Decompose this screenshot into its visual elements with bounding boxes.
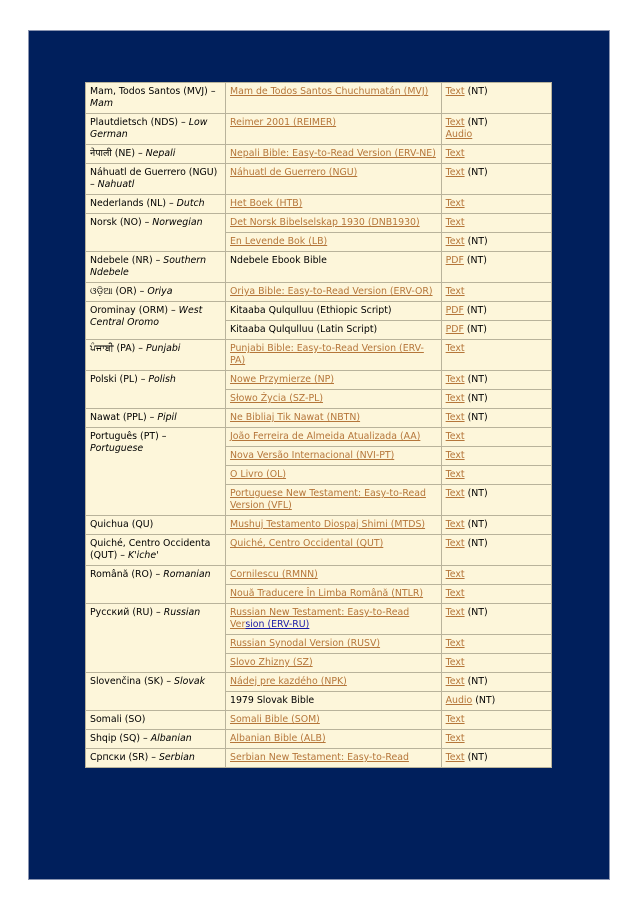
version-name: Kitaaba Qulqulluu (Ethiopic Script) bbox=[230, 305, 392, 316]
format-cell bbox=[442, 283, 551, 301]
format-cell bbox=[442, 749, 551, 767]
version-cell bbox=[226, 145, 441, 163]
language-cell bbox=[86, 83, 225, 113]
table-row bbox=[86, 145, 551, 163]
language-english-name: K'iche' bbox=[127, 550, 159, 561]
language-name: Nawat (PPL) – bbox=[90, 412, 158, 423]
language-english-name: Slovak bbox=[174, 676, 206, 687]
language-name: Norsk (NO) – bbox=[90, 217, 153, 228]
format-link[interactable]: Text bbox=[445, 167, 465, 178]
version-cell bbox=[226, 340, 441, 370]
version-cell bbox=[226, 233, 441, 251]
version-cell bbox=[226, 566, 441, 584]
language-cell bbox=[86, 283, 225, 301]
version-link[interactable]: Ne Bibliaj Tik Nawat (NBTN) bbox=[230, 412, 361, 423]
version-cell bbox=[226, 164, 441, 194]
version-cell bbox=[226, 466, 441, 484]
version-link[interactable]: En Levende Bok (LB) bbox=[230, 236, 328, 247]
testament-note: (NT) bbox=[464, 538, 488, 549]
language-name: Quichua (QU) bbox=[90, 519, 154, 530]
format-link[interactable]: Text bbox=[445, 198, 465, 209]
version-link[interactable]: Nowe Przymierze (NP) bbox=[230, 374, 334, 385]
format-cell bbox=[442, 654, 551, 672]
language-english-name: Romanian bbox=[163, 569, 211, 580]
version-link[interactable]: Slovo Zhizny (SZ) bbox=[230, 657, 313, 668]
language-english-name: Oriya bbox=[147, 286, 173, 297]
version-link[interactable]: Serbian New Testament: Easy-to-Read bbox=[230, 752, 409, 763]
format-link[interactable]: Text bbox=[445, 217, 465, 228]
format-cell bbox=[442, 673, 551, 691]
table-row bbox=[86, 673, 551, 691]
format-link[interactable]: PDF bbox=[445, 324, 464, 335]
table-row bbox=[86, 749, 551, 767]
format-cell bbox=[442, 566, 551, 584]
format-cell bbox=[442, 409, 551, 427]
testament-note: (NT) bbox=[464, 519, 488, 530]
language-english-name: Serbian bbox=[158, 752, 195, 763]
version-cell bbox=[226, 83, 441, 113]
language-cell bbox=[86, 371, 225, 408]
version-cell bbox=[226, 114, 441, 144]
format-cell bbox=[442, 145, 551, 163]
language-name: Mam, Todos Santos (MVJ) – bbox=[90, 86, 216, 97]
table-row bbox=[86, 114, 551, 144]
language-english-name: Mam bbox=[90, 98, 113, 109]
testament-note: (NT) bbox=[464, 236, 488, 247]
language-english-name: Low German bbox=[90, 117, 208, 140]
table-row bbox=[86, 283, 551, 301]
version-cell bbox=[226, 302, 441, 320]
format-cell bbox=[442, 585, 551, 603]
language-name: Shqip (SQ) – bbox=[90, 733, 151, 744]
version-link[interactable]: Nova Versão Internacional (NVI-PT) bbox=[230, 450, 395, 461]
language-name: Slovenčina (SK) – bbox=[90, 676, 175, 687]
version-link[interactable]: Portuguese New Testament: Easy-to-Read Version (VFL) bbox=[230, 488, 426, 511]
format-cell bbox=[442, 195, 551, 213]
format-cell bbox=[442, 730, 551, 748]
table-row bbox=[86, 566, 551, 584]
version-cell bbox=[226, 321, 441, 339]
version-link[interactable]: Nouă Traducere În Limba Română (NTLR) bbox=[230, 588, 424, 599]
format-cell bbox=[442, 466, 551, 484]
language-name: Српски (SR) – bbox=[90, 752, 159, 763]
language-name: Ndebele (NR) – bbox=[90, 255, 164, 266]
format-link[interactable]: Text bbox=[445, 236, 465, 247]
version-cell bbox=[226, 730, 441, 748]
language-english-name: Dutch bbox=[176, 198, 205, 209]
format-cell bbox=[442, 164, 551, 194]
language-cell bbox=[86, 749, 225, 767]
table-body bbox=[86, 83, 551, 767]
version-link[interactable]: João Ferreira de Almeida Atualizada (AA) bbox=[230, 431, 421, 442]
format-cell bbox=[442, 428, 551, 446]
language-english-name: Portuguese bbox=[90, 443, 144, 454]
version-link[interactable]: Nepali Bible: Easy-to-Read Version (ERV-NE) bbox=[230, 148, 436, 159]
language-english-name: Polish bbox=[148, 374, 176, 385]
format-link[interactable]: Text bbox=[445, 714, 465, 725]
version-link[interactable]: Cornilescu (RMNN) bbox=[230, 569, 318, 580]
language-cell bbox=[86, 340, 225, 370]
language-cell bbox=[86, 252, 225, 282]
version-link[interactable]: Mushuj Testamento Diospaj Shimi (MTDS) bbox=[230, 519, 426, 530]
version-link[interactable]: Russian New Testament: Easy-to-Read Ver bbox=[230, 607, 410, 630]
version-link[interactable]: Słowo Życia (SZ-PL) bbox=[230, 393, 323, 404]
language-name: Orominay (ORM) – bbox=[90, 305, 179, 316]
version-cell bbox=[226, 516, 441, 534]
format-cell bbox=[442, 604, 551, 634]
format-link[interactable]: Text bbox=[445, 343, 465, 354]
format-cell bbox=[442, 711, 551, 729]
format-cell bbox=[442, 214, 551, 232]
format-link[interactable]: Audio bbox=[445, 695, 473, 706]
language-cell bbox=[86, 302, 225, 339]
version-link[interactable]: Náhuatl de Guerrero (NGU) bbox=[230, 167, 358, 178]
table-row bbox=[86, 302, 551, 320]
testament-note: (NT) bbox=[464, 393, 488, 404]
format-link[interactable]: Text bbox=[445, 538, 465, 549]
format-link[interactable]: Text bbox=[445, 148, 465, 159]
version-cell bbox=[226, 604, 441, 634]
version-link[interactable]: Albanian Bible (ALB) bbox=[230, 733, 326, 744]
format-link[interactable]: Text bbox=[445, 733, 465, 744]
language-name: Náhuatl de Guerrero (NGU) – bbox=[90, 167, 218, 190]
testament-note: (NT) bbox=[464, 374, 488, 385]
version-cell bbox=[226, 635, 441, 653]
version-link[interactable]: Oriya Bible: Easy-to-Read Version (ERV-OR) bbox=[230, 286, 433, 297]
language-cell bbox=[86, 711, 225, 729]
format-cell bbox=[442, 83, 551, 113]
language-name: Quiché, Centro Occidenta (QUT) – bbox=[90, 538, 211, 561]
version-cell bbox=[226, 585, 441, 603]
version-link[interactable]: O Livro (OL) bbox=[230, 469, 287, 480]
format-link[interactable]: Text bbox=[445, 431, 465, 442]
version-link[interactable]: Russian Synodal Version (RUSV) bbox=[230, 638, 381, 649]
table-row bbox=[86, 252, 551, 282]
table-row bbox=[86, 214, 551, 232]
language-cell bbox=[86, 145, 225, 163]
testament-note: (NT) bbox=[464, 676, 488, 687]
format-link[interactable]: Text bbox=[445, 588, 465, 599]
format-link[interactable]: PDF bbox=[445, 255, 464, 266]
language-english-name: Punjabi bbox=[145, 343, 181, 354]
format-link[interactable]: Text bbox=[445, 469, 465, 480]
format-cell bbox=[442, 340, 551, 370]
format-link[interactable]: Text bbox=[445, 286, 465, 297]
table-row bbox=[86, 604, 551, 634]
language-name: Polski (PL) – bbox=[90, 374, 149, 385]
format-link[interactable]: Text bbox=[445, 374, 465, 385]
format-cell bbox=[442, 447, 551, 465]
language-cell bbox=[86, 214, 225, 251]
table-row bbox=[86, 340, 551, 370]
version-cell bbox=[226, 428, 441, 446]
language-name: Português (PT) – bbox=[90, 431, 167, 442]
language-name: नेपाली (NE) – bbox=[90, 148, 146, 159]
language-name: Plautdietsch (NDS) – bbox=[90, 117, 189, 128]
language-english-name: West Central Oromo bbox=[90, 305, 203, 328]
table-row bbox=[86, 730, 551, 748]
version-cell bbox=[226, 195, 441, 213]
language-name: ਪੰਜਾਬੀ (PA) – bbox=[90, 343, 146, 354]
version-cell bbox=[226, 371, 441, 389]
testament-note: (NT) bbox=[464, 488, 488, 499]
language-english-name: Albanian bbox=[150, 733, 192, 744]
table-row bbox=[86, 535, 551, 565]
format-link[interactable]: Text bbox=[445, 607, 465, 618]
language-name: ଓଡ଼ିଆ (OR) – bbox=[90, 286, 148, 297]
version-cell bbox=[226, 390, 441, 408]
testament-note: (NT) bbox=[463, 255, 487, 266]
language-cell bbox=[86, 673, 225, 710]
table-row bbox=[86, 516, 551, 534]
version-link[interactable]: Reimer 2001 (REIMER) bbox=[230, 117, 337, 128]
version-link[interactable]: Het Boek (HTB) bbox=[230, 198, 303, 209]
version-name: 1979 Slovak Bible bbox=[230, 695, 315, 706]
table-row bbox=[86, 164, 551, 194]
testament-note: (NT) bbox=[464, 167, 488, 178]
format-link[interactable]: Text bbox=[445, 638, 465, 649]
format-link[interactable]: Audio bbox=[445, 129, 473, 140]
version-cell bbox=[226, 214, 441, 232]
language-name: Русский (RU) – bbox=[90, 607, 164, 618]
language-english-name: Southern Ndebele bbox=[90, 255, 207, 278]
format-link[interactable]: Text bbox=[445, 752, 465, 763]
version-link[interactable]: Nádej pre kazdého (NPK) bbox=[230, 676, 347, 687]
format-link[interactable]: Text bbox=[445, 519, 465, 530]
table-row bbox=[86, 371, 551, 389]
format-link[interactable]: Text bbox=[445, 657, 465, 668]
format-cell bbox=[442, 485, 551, 515]
language-cell bbox=[86, 730, 225, 748]
version-cell bbox=[226, 673, 441, 691]
version-cell bbox=[226, 535, 441, 565]
version-link[interactable]: Punjabi Bible: Easy-to-Read Version (ERV-PA) bbox=[230, 343, 424, 366]
language-cell bbox=[86, 428, 225, 515]
format-cell bbox=[442, 390, 551, 408]
format-link[interactable]: Text bbox=[445, 676, 465, 687]
format-link[interactable]: Text bbox=[445, 488, 465, 499]
table-row bbox=[86, 428, 551, 446]
table-row bbox=[86, 711, 551, 729]
format-cell bbox=[442, 252, 551, 282]
language-name: Somali (SO) bbox=[90, 714, 146, 725]
language-cell bbox=[86, 114, 225, 144]
format-cell bbox=[442, 233, 551, 251]
table-row bbox=[86, 83, 551, 113]
testament-note: (NT) bbox=[463, 324, 487, 335]
format-link[interactable]: Text bbox=[445, 393, 465, 404]
format-cell bbox=[442, 635, 551, 653]
language-english-name: Norwegian bbox=[152, 217, 203, 228]
format-cell bbox=[442, 535, 551, 565]
format-cell bbox=[442, 321, 551, 339]
language-cell bbox=[86, 409, 225, 427]
version-cell bbox=[226, 447, 441, 465]
language-name: Română (RO) – bbox=[90, 569, 164, 580]
language-cell bbox=[86, 566, 225, 603]
version-cell bbox=[226, 485, 441, 515]
format-cell bbox=[442, 114, 551, 144]
version-name: Kitaaba Qulqulluu (Latin Script) bbox=[230, 324, 378, 335]
format-cell bbox=[442, 371, 551, 389]
language-name: Nederlands (NL) – bbox=[90, 198, 177, 209]
bible-versions-table bbox=[85, 82, 552, 768]
testament-note: (NT) bbox=[472, 695, 496, 706]
language-cell bbox=[86, 516, 225, 534]
table-row bbox=[86, 195, 551, 213]
format-link[interactable]: PDF bbox=[445, 305, 464, 316]
format-cell bbox=[442, 302, 551, 320]
format-link[interactable]: Text bbox=[445, 86, 465, 97]
version-link[interactable]: Mam de Todos Santos Chuchumatán (MVJ) bbox=[230, 86, 429, 97]
language-cell bbox=[86, 164, 225, 194]
language-cell bbox=[86, 195, 225, 213]
format-cell bbox=[442, 516, 551, 534]
version-link[interactable]: Somali Bible (SOM) bbox=[230, 714, 320, 725]
version-cell bbox=[226, 692, 441, 710]
language-english-name: Pipil bbox=[157, 412, 177, 423]
language-english-name: Nepali bbox=[145, 148, 176, 159]
format-cell bbox=[442, 692, 551, 710]
language-cell bbox=[86, 535, 225, 565]
format-link[interactable]: Text bbox=[445, 569, 465, 580]
version-link-visited[interactable]: sion (ERV-RU) bbox=[245, 619, 310, 630]
language-english-name: Russian bbox=[163, 607, 201, 618]
testament-note: (NT) bbox=[464, 607, 488, 618]
testament-note: (NT) bbox=[464, 412, 488, 423]
version-cell bbox=[226, 749, 441, 767]
version-cell bbox=[226, 252, 441, 282]
language-cell bbox=[86, 604, 225, 672]
version-cell bbox=[226, 711, 441, 729]
version-link[interactable]: Quiché, Centro Occidental (QUT) bbox=[230, 538, 384, 549]
version-cell bbox=[226, 409, 441, 427]
version-link[interactable]: Det Norsk Bibelselskap 1930 (DNB1930) bbox=[230, 217, 420, 228]
bible-versions-table-wrap bbox=[85, 82, 552, 768]
format-link[interactable]: Text bbox=[445, 412, 465, 423]
version-name: Ndebele Ebook Bible bbox=[230, 255, 327, 266]
language-english-name: Nahuatl bbox=[97, 179, 135, 190]
testament-note: (NT) bbox=[464, 117, 488, 128]
table-row bbox=[86, 409, 551, 427]
version-cell bbox=[226, 654, 441, 672]
version-cell bbox=[226, 283, 441, 301]
testament-note: (NT) bbox=[464, 86, 488, 97]
format-link[interactable]: Text bbox=[445, 117, 465, 128]
testament-note: (NT) bbox=[463, 305, 487, 316]
testament-note: (NT) bbox=[464, 752, 488, 763]
format-link[interactable]: Text bbox=[445, 450, 465, 461]
